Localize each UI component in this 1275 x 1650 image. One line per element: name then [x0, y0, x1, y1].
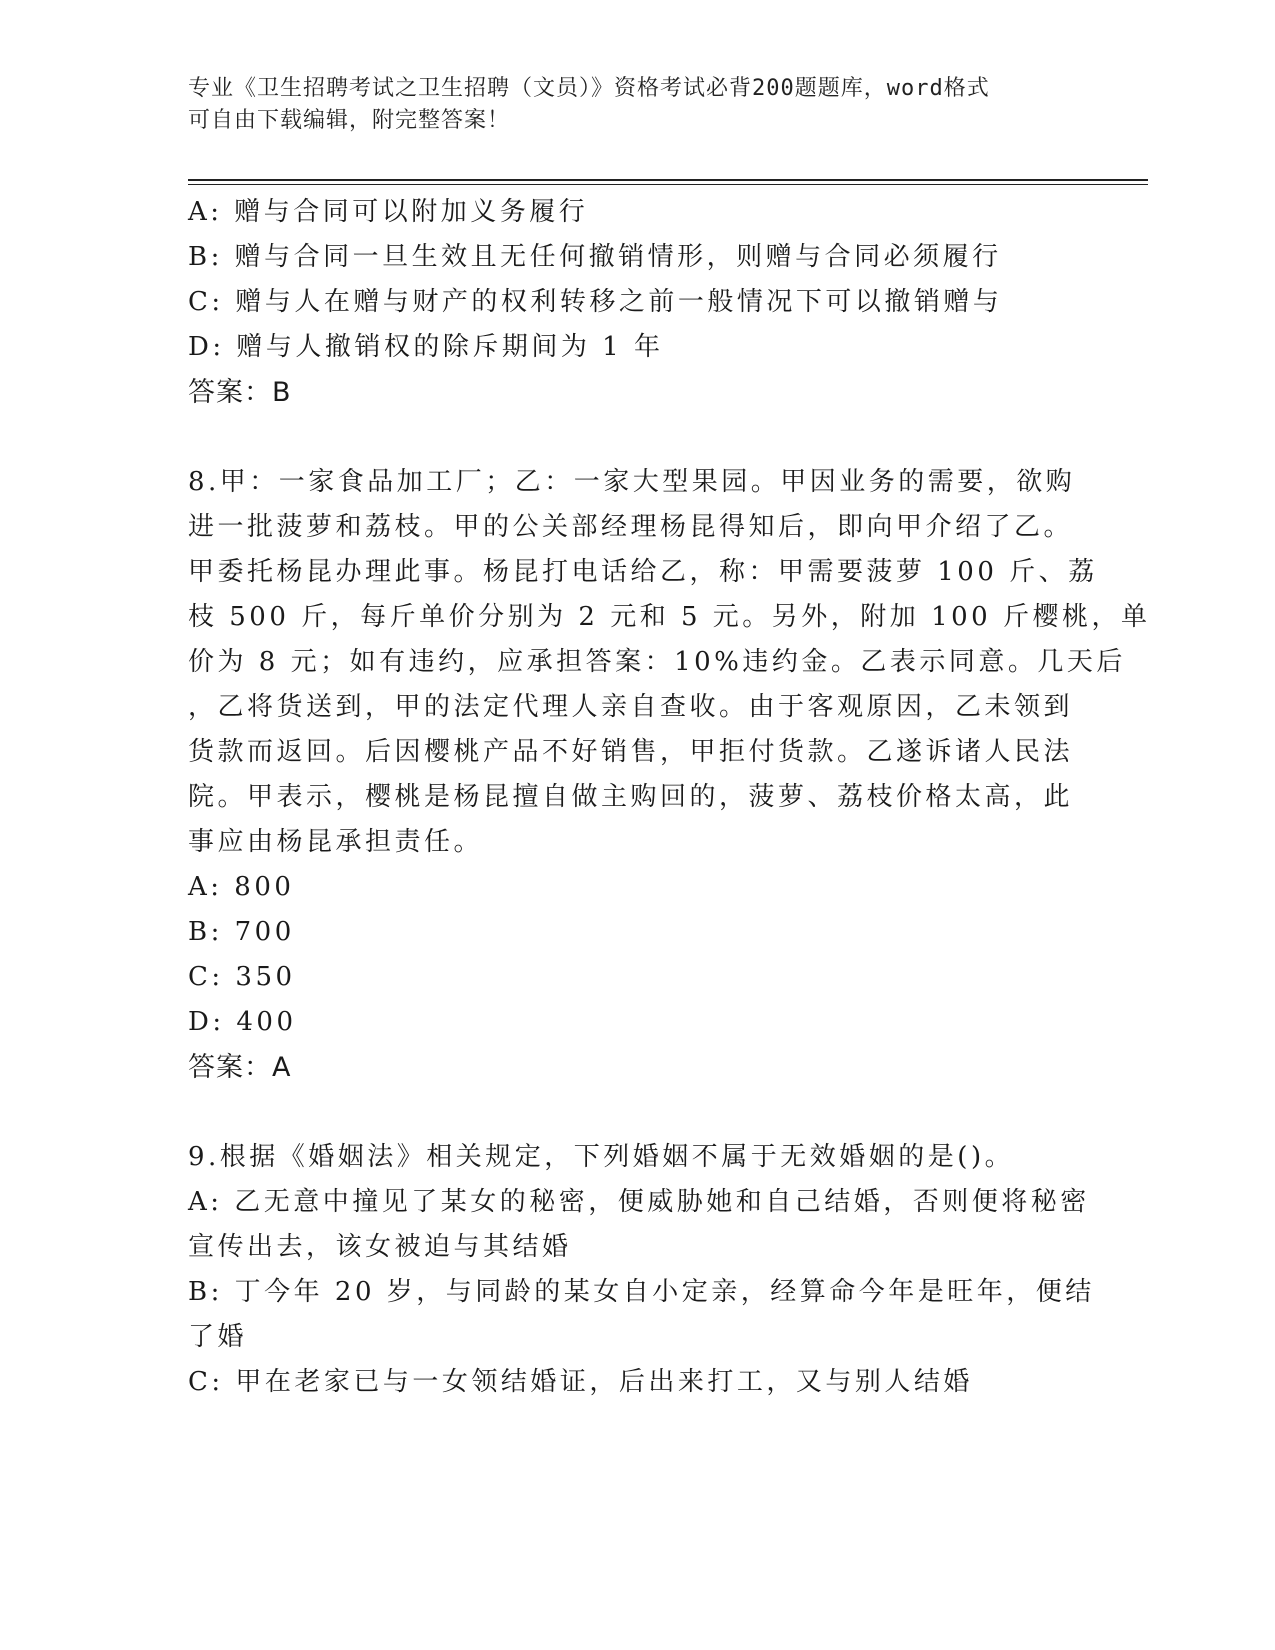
question-7 [188, 190, 1088, 415]
q8-stem-line: ，乙将货送到，甲的法定代理人亲自查收。由于客观原因，乙未领到 [188, 692, 1074, 722]
q8-option-b: B: 700 [188, 917, 295, 947]
q7-option-c: C: 赠与人在赠与财产的权利转移之前一般情况下可以撤销赠与 [188, 287, 1003, 317]
q9-option-a-continued: 宣传出去，该女被迫与其结婚 [188, 1232, 572, 1262]
q7-option-b: B: 赠与合同一旦生效且无任何撤销情形，则赠与合同必须履行 [188, 242, 1002, 272]
document-body [188, 190, 1151, 1405]
header-line-2: 可自由下载编辑，附完整答案！ [188, 108, 511, 133]
document-header [188, 73, 1058, 137]
q8-stem-line: 货款而返回。后因樱桃产品不好销售，甲拒付货款。乙遂诉诸人民法 [188, 737, 1074, 767]
q8-option-c: C: 350 [188, 962, 296, 992]
q9-option-c: C: 甲在老家已与一女领结婚证，后出来打工，又与别人结婚 [188, 1367, 973, 1397]
q8-stem-line: 8.甲：一家食品加工厂；乙：一家大型果园。甲因业务的需要，欲购 [188, 467, 1076, 497]
q9-option-b-continued: 了婚 [188, 1322, 248, 1352]
q7-answer: 答案：B [188, 377, 292, 408]
header-line-1: 专业《卫生招聘考试之卫生招聘（文员）》资格考试必背200题题库，word格式 [188, 76, 990, 101]
q7-option-d: D: 赠与人撤销权的除斥期间为 1 年 [188, 332, 664, 362]
q9-option-a: A: 乙无意中撞见了某女的秘密，便威胁她和自己结婚，否则便将秘密 [188, 1187, 1090, 1217]
header-divider-thick [188, 179, 1148, 181]
q9-option-b: B: 丁今年 20 岁，与同龄的某女自小定亲，经算命今年是旺年，便结 [188, 1277, 1095, 1307]
q8-stem-line: 枝 500 斤，每斤单价分别为 2 元和 5 元。另外，附加 100 斤樱桃，单 [188, 602, 1151, 632]
q9-stem-line: 9.根据《婚姻法》相关规定，下列婚姻不属于无效婚姻的是()。 [188, 1142, 1015, 1172]
q8-option-d: D: 400 [188, 1007, 297, 1037]
q7-option-a: A: 赠与合同可以附加义务履行 [188, 197, 589, 227]
q8-stem-line: 价为 8 元；如有违约，应承担答案：10%违约金。乙表示同意。几天后 [188, 647, 1126, 677]
q8-stem-line: 事应由杨昆承担责任。 [188, 827, 484, 857]
q8-stem-line: 甲委托杨昆办理此事。杨昆打电话给乙，称：甲需要菠萝 100 斤、荔 [188, 557, 1098, 587]
q8-stem-line: 进一批菠萝和荔枝。甲的公关部经理杨昆得知后，即向甲介绍了乙。 [188, 512, 1074, 542]
q8-stem-line: 院。甲表示，樱桃是杨昆擅自做主购回的，菠萝、荔枝价格太高，此 [188, 782, 1074, 812]
header-divider-thin [188, 184, 1148, 185]
question-9 [188, 1135, 1095, 1405]
q8-option-a: A: 800 [188, 872, 295, 902]
q8-answer: 答案：A [188, 1052, 292, 1083]
question-8 [188, 460, 1151, 1090]
